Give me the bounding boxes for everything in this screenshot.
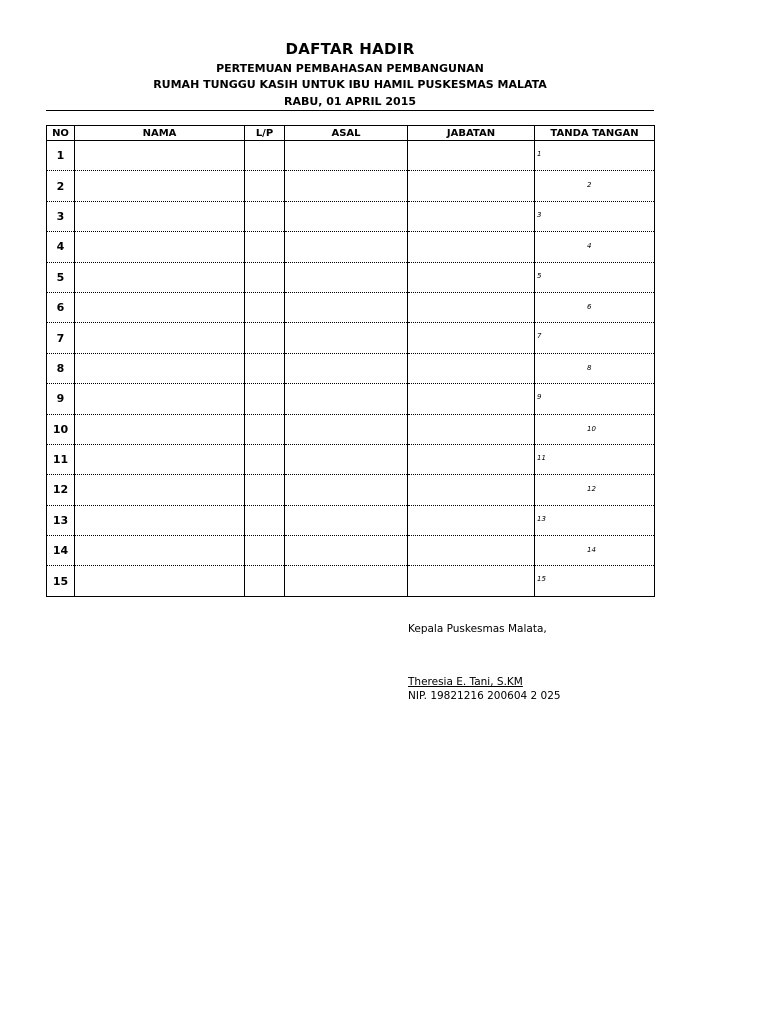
- jabatan-cell[interactable]: [408, 536, 535, 566]
- jabatan-cell[interactable]: [408, 566, 535, 596]
- row-number: 11: [47, 444, 75, 474]
- header-divider: [46, 110, 654, 111]
- asal-cell[interactable]: [285, 232, 408, 262]
- lp-cell[interactable]: [245, 323, 285, 353]
- column-header-lp: L/P: [245, 126, 285, 141]
- asal-cell[interactable]: [285, 292, 408, 322]
- asal-cell[interactable]: [285, 262, 408, 292]
- table-row: [47, 232, 655, 262]
- row-number: 1: [47, 141, 75, 171]
- signature-number: 4: [587, 242, 592, 251]
- column-header-jabatan: JABATAN: [408, 126, 535, 141]
- tanda-tangan-cell: [535, 201, 655, 231]
- tanda-tangan-cell: [535, 505, 655, 535]
- table-row: [47, 475, 655, 505]
- row-number: 7: [47, 323, 75, 353]
- asal-cell[interactable]: [285, 353, 408, 383]
- nama-cell[interactable]: [75, 171, 245, 201]
- lp-cell[interactable]: [245, 292, 285, 322]
- row-number: 4: [47, 232, 75, 262]
- jabatan-cell[interactable]: [408, 262, 535, 292]
- signature-number: 9: [537, 393, 542, 402]
- signatory-name: Theresia E. Tani, S.KM: [408, 676, 523, 688]
- signature-number: 12: [587, 485, 596, 494]
- nama-cell[interactable]: [75, 353, 245, 383]
- jabatan-cell[interactable]: [408, 414, 535, 444]
- asal-cell[interactable]: [285, 505, 408, 535]
- row-number: 3: [47, 201, 75, 231]
- lp-cell[interactable]: [245, 384, 285, 414]
- tanda-tangan-cell: [535, 475, 655, 505]
- column-header-tanda-tangan: TANDA TANGAN: [535, 126, 655, 141]
- lp-cell[interactable]: [245, 262, 285, 292]
- asal-cell[interactable]: [285, 536, 408, 566]
- tanda-tangan-cell: [535, 141, 655, 171]
- column-header-asal: ASAL: [285, 126, 408, 141]
- row-number: 10: [47, 414, 75, 444]
- signature-number: 7: [537, 332, 542, 341]
- lp-cell[interactable]: [245, 171, 285, 201]
- jabatan-cell[interactable]: [408, 353, 535, 383]
- row-number: 6: [47, 292, 75, 322]
- signature-number: 3: [537, 210, 542, 219]
- lp-cell[interactable]: [245, 141, 285, 171]
- nama-cell[interactable]: [75, 201, 245, 231]
- lp-cell[interactable]: [245, 475, 285, 505]
- asal-cell[interactable]: [285, 201, 408, 231]
- signature-number: 1: [537, 150, 542, 158]
- asal-cell[interactable]: [285, 566, 408, 596]
- asal-cell[interactable]: [285, 414, 408, 444]
- signature-number: 10: [587, 424, 596, 433]
- table-row: [47, 292, 655, 322]
- tanda-tangan-cell: [535, 384, 655, 414]
- jabatan-cell[interactable]: [408, 475, 535, 505]
- nama-cell[interactable]: [75, 323, 245, 353]
- signature-number: 2: [587, 181, 592, 190]
- table-row: [47, 171, 655, 201]
- row-number: 9: [47, 384, 75, 414]
- row-number: 2: [47, 171, 75, 201]
- row-number: 12: [47, 475, 75, 505]
- tanda-tangan-cell: [535, 536, 655, 566]
- table-row: [47, 536, 655, 566]
- nama-cell[interactable]: [75, 414, 245, 444]
- asal-cell[interactable]: [285, 323, 408, 353]
- tanda-tangan-cell: [535, 323, 655, 353]
- lp-cell[interactable]: [245, 414, 285, 444]
- column-header-nama: NAMA: [75, 126, 245, 141]
- nama-cell[interactable]: [75, 444, 245, 474]
- attendance-table: [46, 125, 655, 597]
- table-row: [47, 444, 655, 474]
- signature-number: 6: [587, 302, 592, 311]
- jabatan-cell[interactable]: [408, 232, 535, 262]
- row-number: 15: [47, 566, 75, 596]
- nama-cell[interactable]: [75, 475, 245, 505]
- table-row: [47, 201, 655, 231]
- table-row: [47, 353, 655, 383]
- document-title: DAFTAR HADIR: [285, 40, 415, 58]
- tanda-tangan-cell: [535, 414, 655, 444]
- signature-number: 13: [537, 514, 546, 523]
- nama-cell[interactable]: [75, 262, 245, 292]
- lp-cell[interactable]: [245, 566, 285, 596]
- asal-cell[interactable]: [285, 171, 408, 201]
- table-row: [47, 323, 655, 353]
- jabatan-cell[interactable]: [408, 444, 535, 474]
- jabatan-cell[interactable]: [408, 384, 535, 414]
- tanda-tangan-cell: [535, 171, 655, 201]
- signature-number: 14: [587, 546, 596, 555]
- tanda-tangan-cell: [535, 444, 655, 474]
- tanda-tangan-cell: [535, 262, 655, 292]
- asal-cell[interactable]: [285, 475, 408, 505]
- table-row: [47, 384, 655, 414]
- signature-number: 5: [537, 271, 542, 280]
- tanda-tangan-cell: [535, 232, 655, 262]
- table-row: [47, 414, 655, 444]
- table-row: [47, 505, 655, 535]
- asal-cell[interactable]: [285, 444, 408, 474]
- nama-cell[interactable]: [75, 566, 245, 596]
- tanda-tangan-cell: [535, 566, 655, 596]
- nama-cell[interactable]: [75, 505, 245, 535]
- row-number: 13: [47, 505, 75, 535]
- jabatan-cell[interactable]: [408, 292, 535, 322]
- table-header-row: [47, 126, 655, 141]
- nama-cell[interactable]: [75, 292, 245, 322]
- event-date: RABU, 01 APRIL 2015: [283, 95, 417, 108]
- lp-cell[interactable]: [245, 536, 285, 566]
- venue-subtitle: RUMAH TUNGGU KASIH UNTUK IBU HAMIL PUSKESMAS MALATA: [153, 78, 547, 91]
- row-number: 14: [47, 536, 75, 566]
- nama-cell[interactable]: [75, 141, 245, 171]
- nama-cell[interactable]: [75, 232, 245, 262]
- column-header-no: NO: [47, 126, 75, 141]
- signature-number: 8: [587, 363, 592, 372]
- nama-cell[interactable]: [75, 536, 245, 566]
- table-row: [47, 262, 655, 292]
- asal-cell[interactable]: [285, 384, 408, 414]
- nama-cell[interactable]: [75, 384, 245, 414]
- asal-cell[interactable]: [285, 141, 408, 171]
- signature-number: 15: [537, 575, 546, 584]
- jabatan-cell[interactable]: [408, 323, 535, 353]
- table-row: [47, 141, 655, 171]
- lp-cell[interactable]: [245, 505, 285, 535]
- lp-cell[interactable]: [245, 353, 285, 383]
- table-row: [47, 566, 655, 596]
- jabatan-cell[interactable]: [408, 505, 535, 535]
- row-number: 8: [47, 353, 75, 383]
- signatory-position: Kepala Puskesmas Malata,: [408, 623, 547, 635]
- signature-number: 11: [537, 453, 546, 462]
- lp-cell[interactable]: [245, 232, 285, 262]
- row-number: 5: [47, 262, 75, 292]
- signatory-nip: NIP. 19821216 200604 2 025: [408, 690, 561, 702]
- event-subtitle: PERTEMUAN PEMBAHASAN PEMBANGUNAN: [216, 62, 484, 75]
- jabatan-cell[interactable]: [408, 141, 535, 171]
- lp-cell[interactable]: [245, 201, 285, 231]
- tanda-tangan-cell: [535, 292, 655, 322]
- jabatan-cell[interactable]: [408, 201, 535, 231]
- lp-cell[interactable]: [245, 444, 285, 474]
- tanda-tangan-cell: [535, 353, 655, 383]
- jabatan-cell[interactable]: [408, 171, 535, 201]
